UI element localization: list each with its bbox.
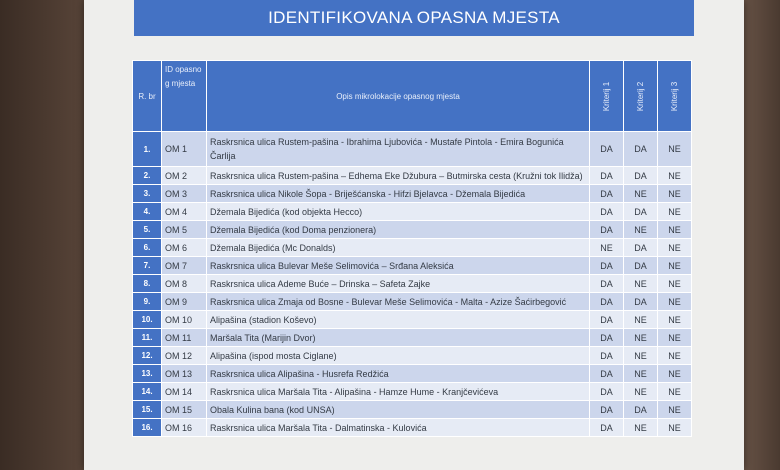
row-kriterij-2: NE — [624, 383, 658, 401]
row-description: Raskrsnica ulica Bulevar Meše Selimovića – Srđana Aleksića — [207, 257, 590, 275]
row-number: 2. — [133, 167, 162, 185]
row-id: OM 8 — [162, 275, 207, 293]
table-row — [133, 185, 692, 203]
table-row — [133, 329, 692, 347]
table-row — [133, 293, 692, 311]
row-id: OM 6 — [162, 239, 207, 257]
row-kriterij-3: NE — [658, 275, 692, 293]
header-kriterij-3: Kriterij 3 — [658, 61, 692, 132]
row-number: 4. — [133, 203, 162, 221]
row-description: Raskrsnica ulica Maršala Tita - Dalmatinska - Kulovića — [207, 419, 590, 437]
row-kriterij-2: NE — [624, 329, 658, 347]
row-number: 7. — [133, 257, 162, 275]
row-number: 5. — [133, 221, 162, 239]
row-description: Raskrsnica ulica Rustem-pašina – Edhema Eke Džubura – Butmirska cesta (Kružni tok Ilidža) — [207, 167, 590, 185]
row-id: OM 16 — [162, 419, 207, 437]
row-kriterij-1: DA — [590, 132, 624, 167]
title-bar — [134, 0, 694, 36]
row-kriterij-2: NE — [624, 185, 658, 203]
row-description: Raskrsnica ulica Zmaja od Bosne - Bulevar Meše Selimovića - Malta - Azize Šaćirbegović — [207, 293, 590, 311]
header-rbr: R. br — [133, 61, 162, 132]
row-kriterij-1: DA — [590, 185, 624, 203]
row-number: 6. — [133, 239, 162, 257]
slide-title: IDENTIFIKOVANA OPASNA MJESTA — [268, 8, 560, 27]
table-row — [133, 347, 692, 365]
row-id: OM 1 — [162, 132, 207, 167]
table-row — [133, 275, 692, 293]
row-kriterij-1: DA — [590, 221, 624, 239]
row-kriterij-1: DA — [590, 401, 624, 419]
table-row — [133, 203, 692, 221]
row-kriterij-3: NE — [658, 167, 692, 185]
table-row — [133, 221, 692, 239]
row-id: OM 9 — [162, 293, 207, 311]
table-row — [133, 167, 692, 185]
row-kriterij-2: NE — [624, 347, 658, 365]
row-number: 1. — [133, 132, 162, 167]
row-description: Alipašina (stadion Koševo) — [207, 311, 590, 329]
row-kriterij-3: NE — [658, 221, 692, 239]
row-kriterij-3: NE — [658, 257, 692, 275]
row-kriterij-2: DA — [624, 401, 658, 419]
row-number: 3. — [133, 185, 162, 203]
row-kriterij-2: DA — [624, 203, 658, 221]
row-kriterij-3: NE — [658, 365, 692, 383]
header-id: ID opasno g mjesta — [162, 61, 207, 132]
row-kriterij-1: DA — [590, 275, 624, 293]
row-description: Džemala Bijedića (kod Doma penzionera) — [207, 221, 590, 239]
row-id: OM 7 — [162, 257, 207, 275]
table-header-row — [133, 61, 692, 132]
row-id: OM 3 — [162, 185, 207, 203]
row-kriterij-1: DA — [590, 203, 624, 221]
hazard-locations-table — [132, 60, 692, 437]
row-kriterij-1: DA — [590, 293, 624, 311]
table-row — [133, 239, 692, 257]
row-number: 15. — [133, 401, 162, 419]
row-number: 8. — [133, 275, 162, 293]
row-description: Raskrsnica ulica Ademe Buće – Drinska – Safeta Zajke — [207, 275, 590, 293]
row-kriterij-2: NE — [624, 275, 658, 293]
row-kriterij-2: NE — [624, 419, 658, 437]
row-kriterij-3: NE — [658, 347, 692, 365]
row-id: OM 11 — [162, 329, 207, 347]
background-wall-left — [0, 0, 90, 470]
row-kriterij-1: DA — [590, 311, 624, 329]
row-kriterij-3: NE — [658, 203, 692, 221]
row-description: Alipašina (ispod mosta Ciglane) — [207, 347, 590, 365]
row-description: Maršala Tita (Marijin Dvor) — [207, 329, 590, 347]
row-kriterij-1: DA — [590, 329, 624, 347]
table-row — [133, 419, 692, 437]
row-id: OM 2 — [162, 167, 207, 185]
header-description: Opis mikrolokacije opasnog mjesta — [207, 61, 590, 132]
row-number: 9. — [133, 293, 162, 311]
row-kriterij-3: NE — [658, 132, 692, 167]
row-kriterij-2: DA — [624, 167, 658, 185]
row-kriterij-1: DA — [590, 419, 624, 437]
row-kriterij-3: NE — [658, 329, 692, 347]
row-kriterij-3: NE — [658, 401, 692, 419]
table-row — [133, 311, 692, 329]
row-id: OM 12 — [162, 347, 207, 365]
row-kriterij-2: NE — [624, 311, 658, 329]
header-kriterij-1: Kriterij 1 — [590, 61, 624, 132]
row-description: Obala Kulina bana (kod UNSA) — [207, 401, 590, 419]
table-row — [133, 401, 692, 419]
row-kriterij-3: NE — [658, 311, 692, 329]
row-id: OM 5 — [162, 221, 207, 239]
row-description: Džemala Bijedića (kod objekta Hecco) — [207, 203, 590, 221]
table-row — [133, 132, 692, 167]
row-kriterij-2: DA — [624, 132, 658, 167]
row-number: 13. — [133, 365, 162, 383]
row-kriterij-1: DA — [590, 383, 624, 401]
table-row — [133, 383, 692, 401]
row-id: OM 14 — [162, 383, 207, 401]
row-id: OM 15 — [162, 401, 207, 419]
row-kriterij-1: DA — [590, 365, 624, 383]
row-kriterij-2: DA — [624, 293, 658, 311]
row-kriterij-3: NE — [658, 293, 692, 311]
row-kriterij-3: NE — [658, 185, 692, 203]
row-kriterij-2: DA — [624, 257, 658, 275]
row-number: 14. — [133, 383, 162, 401]
header-kriterij-2: Kriterij 2 — [624, 61, 658, 132]
row-kriterij-2: DA — [624, 239, 658, 257]
row-number: 11. — [133, 329, 162, 347]
row-number: 10. — [133, 311, 162, 329]
row-number: 12. — [133, 347, 162, 365]
table-row — [133, 257, 692, 275]
row-id: OM 10 — [162, 311, 207, 329]
row-description: Raskrsnica ulica Alipašina - Husrefa Redžića — [207, 365, 590, 383]
row-description: Džemala Bijedića (Mc Donalds) — [207, 239, 590, 257]
row-kriterij-2: NE — [624, 365, 658, 383]
row-kriterij-1: DA — [590, 167, 624, 185]
row-id: OM 4 — [162, 203, 207, 221]
table-row — [133, 365, 692, 383]
row-kriterij-3: NE — [658, 419, 692, 437]
row-description: Raskrsnica ulica Nikole Šopa - Briješćanska - Hifzi Bjelavca - Džemala Bijedića — [207, 185, 590, 203]
row-kriterij-1: DA — [590, 347, 624, 365]
row-kriterij-3: NE — [658, 383, 692, 401]
row-description: Raskrsnica ulica Maršala Tita - Alipašina - Hamze Hume - Kranjčevićeva — [207, 383, 590, 401]
projection-screen — [84, 0, 744, 470]
row-kriterij-3: NE — [658, 239, 692, 257]
row-kriterij-1: DA — [590, 257, 624, 275]
background-wall-right — [740, 0, 780, 470]
row-id: OM 13 — [162, 365, 207, 383]
row-description: Raskrsnica ulica Rustem-pašina - Ibrahima Ljubovića - Mustafe Pintola - Emira Bogunića Čarlija — [207, 132, 590, 167]
row-kriterij-1: NE — [590, 239, 624, 257]
row-number: 16. — [133, 419, 162, 437]
row-kriterij-2: NE — [624, 221, 658, 239]
